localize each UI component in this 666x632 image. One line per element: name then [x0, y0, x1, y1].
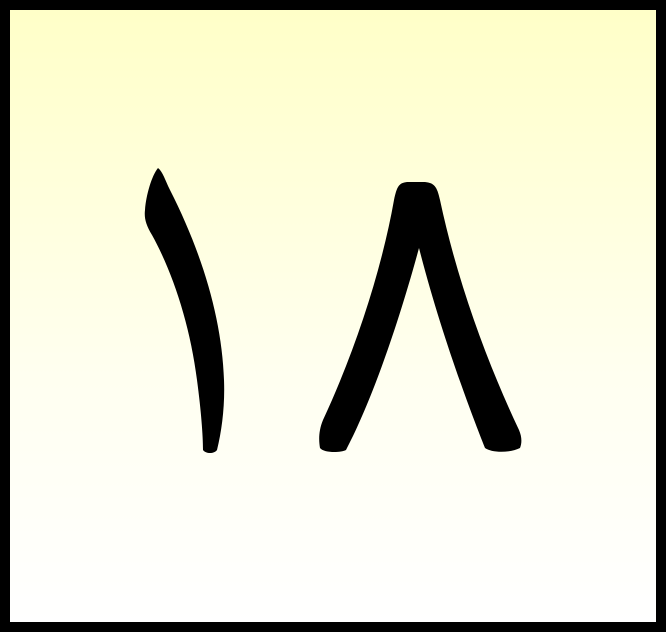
digit-one-glyph [145, 168, 224, 453]
digit-eight-glyph [319, 182, 521, 452]
numeral-graphic [10, 10, 656, 622]
